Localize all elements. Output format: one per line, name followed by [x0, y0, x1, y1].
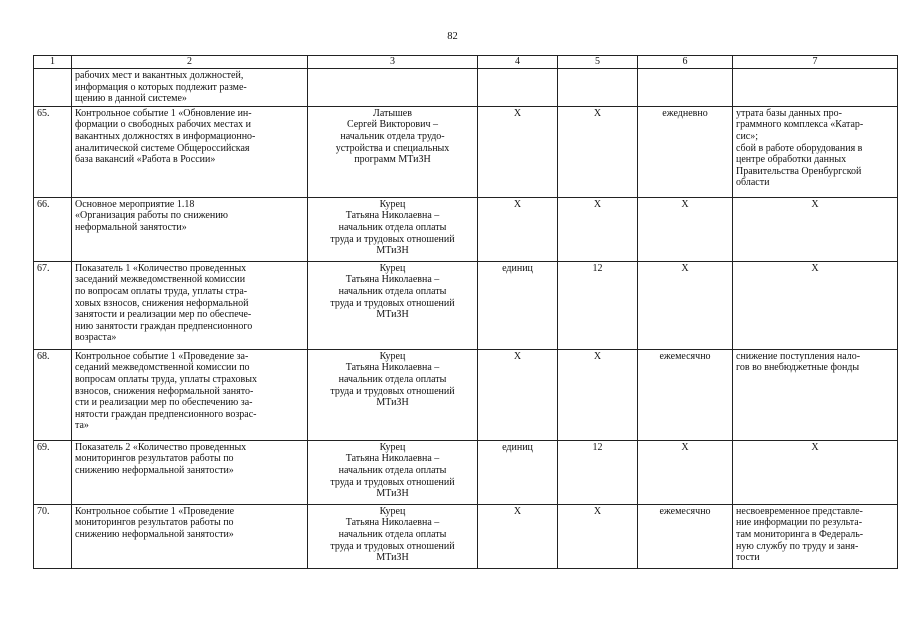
row-responsible: Курец Татьяна Николаевна – начальник отдела оплаты труда и трудовых отношений МТиЗН	[308, 197, 478, 261]
plan-table	[33, 55, 898, 569]
row-description: Контрольное событие 1 «Проведение за- седаний межведомственной комиссии по вопросам оплаты труда, уплаты страховых взносов, снижения неформальной занято- сти и реализации мер по обеспечению за- нятости граждан предпенсионного возрас- та»	[72, 349, 308, 440]
row-unit: единиц	[478, 261, 558, 349]
row-frequency	[638, 69, 733, 107]
table-row	[34, 440, 898, 504]
row-number: 69.	[34, 440, 72, 504]
row-number: 70.	[34, 504, 72, 568]
row-description: рабочих мест и вакантных должностей, информация о которых подлежит разме- щению в данной системе»	[72, 69, 308, 107]
row-value: 12	[558, 261, 638, 349]
page-number: 82	[447, 31, 458, 42]
header-col-1: 1	[34, 56, 72, 69]
header-col-4: 4	[478, 56, 558, 69]
row-risks: утрата базы данных про- граммного комплекса «Катар- сис»; сбой в работе оборудования в центре обработки данных Правительства Оренбургской области	[733, 106, 898, 197]
row-frequency: Х	[638, 261, 733, 349]
row-description: Показатель 2 «Количество проведенных мониторингов результатов работы по снижению неформальной занятости»	[72, 440, 308, 504]
row-number: 65.	[34, 106, 72, 197]
table-row	[34, 349, 898, 440]
header-col-5: 5	[558, 56, 638, 69]
row-responsible: Латышев Сергей Викторович – начальник отдела трудо- устройства и специальных программ МТиЗН	[308, 106, 478, 197]
row-risks: Х	[733, 261, 898, 349]
row-risks: несвоевременное представле- ние информации по результа- там мониторинга в Федераль- ную службу по труду и заня- тости	[733, 504, 898, 568]
row-unit: единиц	[478, 440, 558, 504]
row-unit	[478, 69, 558, 107]
row-unit: Х	[478, 106, 558, 197]
row-frequency: Х	[638, 440, 733, 504]
row-responsible: Курец Татьяна Николаевна – начальник отдела оплаты труда и трудовых отношений МТиЗН	[308, 440, 478, 504]
row-description: Контрольное событие 1 «Обновление ин- формации о свободных рабочих местах и вакантных должностях в информационно- аналитической системе Общероссийская база вакансий «Работа в России»	[72, 106, 308, 197]
row-description: Контрольное событие 1 «Проведение мониторингов результатов работы по снижению неформальной занятости»	[72, 504, 308, 568]
row-frequency: ежемесячно	[638, 504, 733, 568]
table-row-continuation	[34, 69, 898, 107]
row-risks: снижение поступления нало- гов во внебюджетные фонды	[733, 349, 898, 440]
header-col-6: 6	[638, 56, 733, 69]
row-number	[34, 69, 72, 107]
row-value: Х	[558, 197, 638, 261]
row-responsible: Курец Татьяна Николаевна – начальник отдела оплаты труда и трудовых отношений МТиЗН	[308, 504, 478, 568]
row-unit: Х	[478, 197, 558, 261]
row-frequency: Х	[638, 197, 733, 261]
row-value: 12	[558, 440, 638, 504]
row-number: 66.	[34, 197, 72, 261]
header-row	[34, 56, 898, 69]
table-row	[34, 504, 898, 568]
row-unit: Х	[478, 504, 558, 568]
row-description: Основное мероприятие 1.18 «Организация работы по снижению неформальной занятости»	[72, 197, 308, 261]
table-row	[34, 106, 898, 197]
row-description: Показатель 1 «Количество проведенных заседаний межведомственной комиссии по вопросам оплаты труда, уплаты стра- ховых взносов, снижения неформальной занятости и реализации мер по обеспече- нию занятости граждан предпенсионного возраста»	[72, 261, 308, 349]
header-col-2: 2	[72, 56, 308, 69]
row-risks	[733, 69, 898, 107]
row-number: 67.	[34, 261, 72, 349]
row-value: Х	[558, 504, 638, 568]
row-value: Х	[558, 349, 638, 440]
header-col-3: 3	[308, 56, 478, 69]
row-unit: Х	[478, 349, 558, 440]
row-value	[558, 69, 638, 107]
row-number: 68.	[34, 349, 72, 440]
row-frequency: ежедневно	[638, 106, 733, 197]
row-frequency: ежемесячно	[638, 349, 733, 440]
header-col-7: 7	[733, 56, 898, 69]
row-responsible: Курец Татьяна Николаевна – начальник отдела оплаты труда и трудовых отношений МТиЗН	[308, 261, 478, 349]
row-responsible: Курец Татьяна Николаевна – начальник отдела оплаты труда и трудовых отношений МТиЗН	[308, 349, 478, 440]
row-risks: Х	[733, 197, 898, 261]
row-responsible	[308, 69, 478, 107]
row-value: Х	[558, 106, 638, 197]
table-row	[34, 197, 898, 261]
row-risks: Х	[733, 440, 898, 504]
table-row	[34, 261, 898, 349]
